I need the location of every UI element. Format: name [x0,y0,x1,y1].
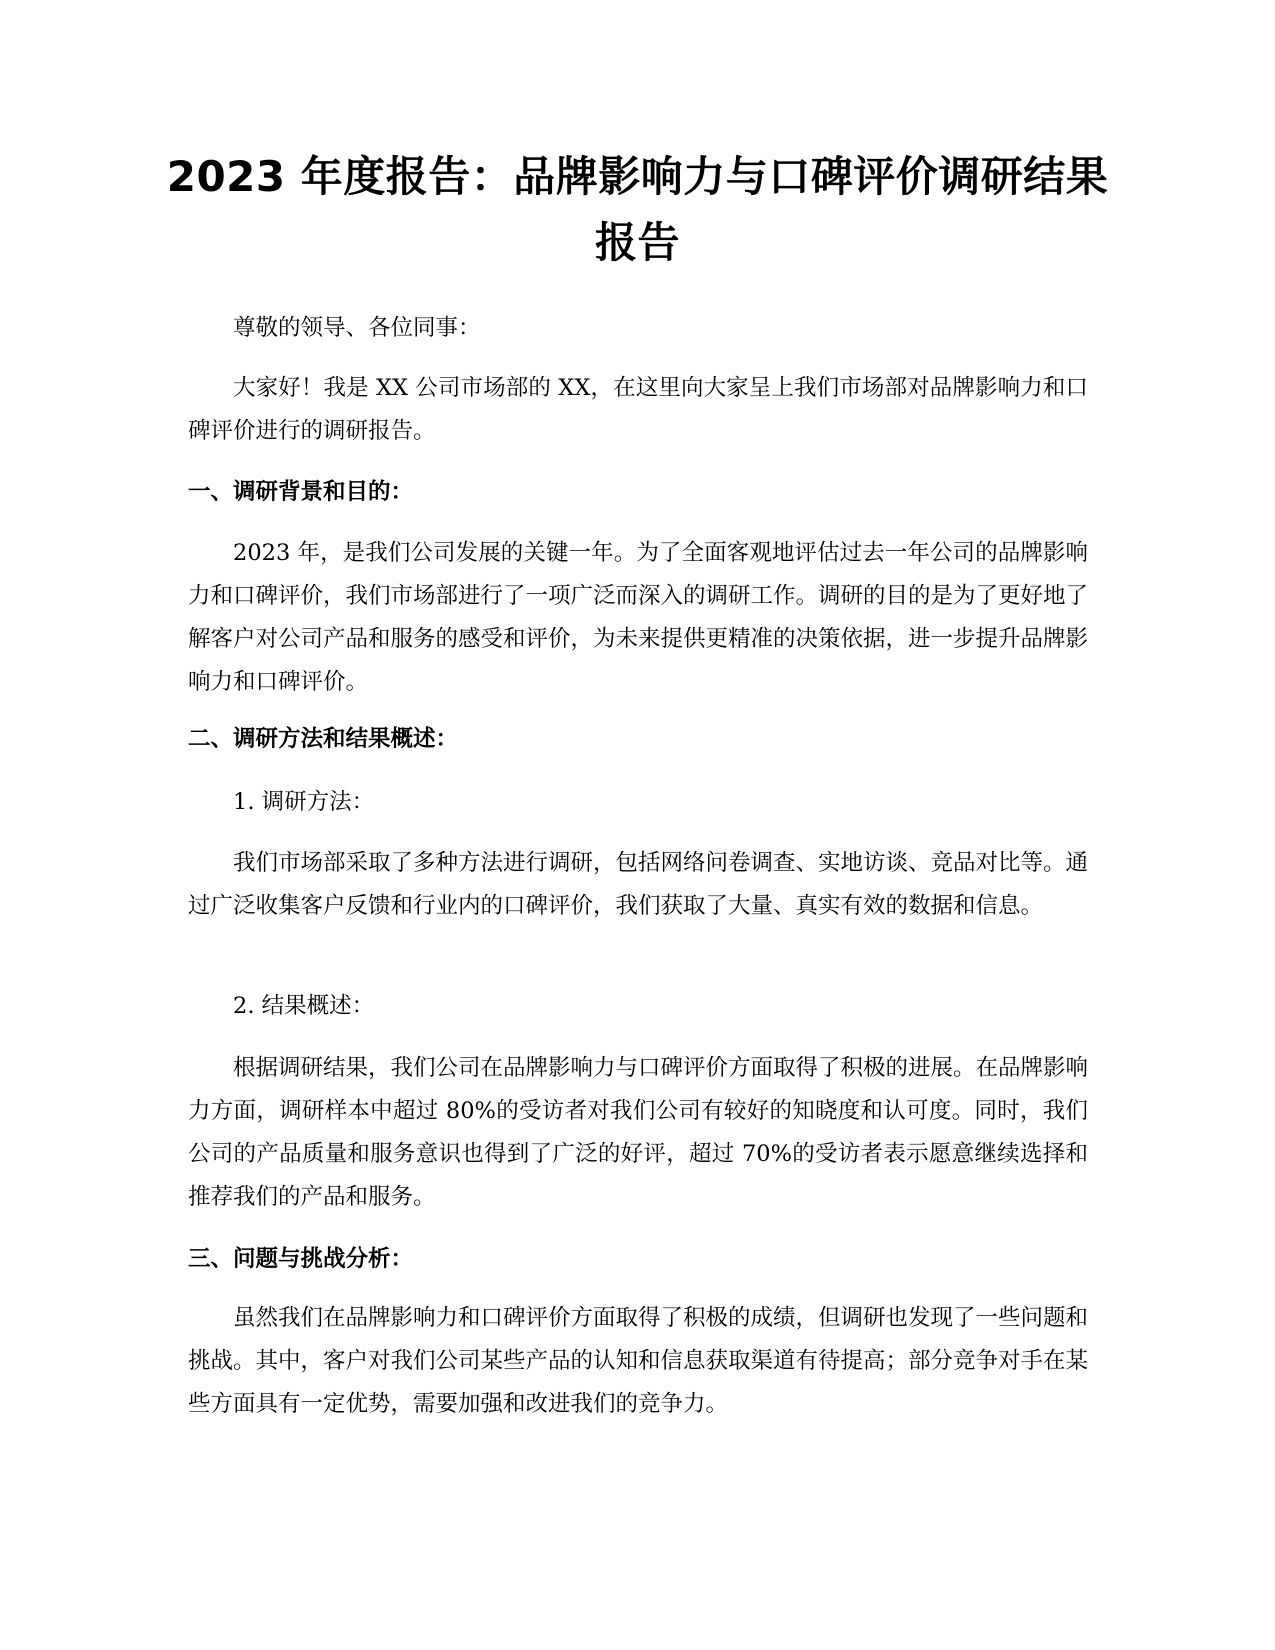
section-1-paragraph: 2023 年，是我们公司发展的关键一年。为了全面客观地评估过去一年公司的品牌影响力和口碑评价，我们市场部进行了一项广泛而深入的调研工作。调研的目的是为了更好地了解客户对公司产品和服务的感受和评价，为未来提供更精准的决策依据，进一步提升品牌影响力和口碑评价。 [188,540,1089,695]
section-3-paragraph: 虽然我们在品牌影响力和口碑评价方面取得了积极的成绩，但调研也发现了一些问题和挑战。其中，客户对我们公司某些产品的认知和信息获取渠道有待提高；部分竞争对手在某些方面具有一定优势，需要加强和改进我们的竞争力。 [188,1305,1089,1417]
result-label: 2. 结果概述： [233,993,375,1019]
document-title: 2023 年度报告：品牌影响力与口碑评价调研结果报告 [166,152,1109,267]
section-1-heading: 一、调研背景和目的： [188,479,414,505]
method-label: 1. 调研方法： [233,789,375,815]
section-3-heading: 三、问题与挑战分析： [188,1246,414,1272]
result-paragraph: 根据调研结果，我们公司在品牌影响力与口碑评价方面取得了积极的进展。在品牌影响力方面，调研样本中超过 80%的受访者对我们公司有较好的知晓度和认可度。同时，我们公司的产品质量和服务意识也得到了广泛的好评，超过 70%的受访者表示愿意继续选择和推荐我们的产品和服务。 [188,1055,1089,1210]
intro-paragraph: 大家好！我是 XX 公司市场部的 XX，在这里向大家呈上我们市场部对品牌影响力和口碑评价进行的调研报告。 [188,375,1088,444]
method-paragraph: 我们市场部采取了多种方法进行调研，包括网络问卷调查、实地访谈、竞品对比等。通过广泛收集客户反馈和行业内的口碑评价，我们获取了大量、真实有效的数据和信息。 [188,850,1089,919]
section-2-heading: 二、调研方法和结果概述： [188,726,459,752]
salutation: 尊敬的领导、各位同事： [233,315,481,341]
